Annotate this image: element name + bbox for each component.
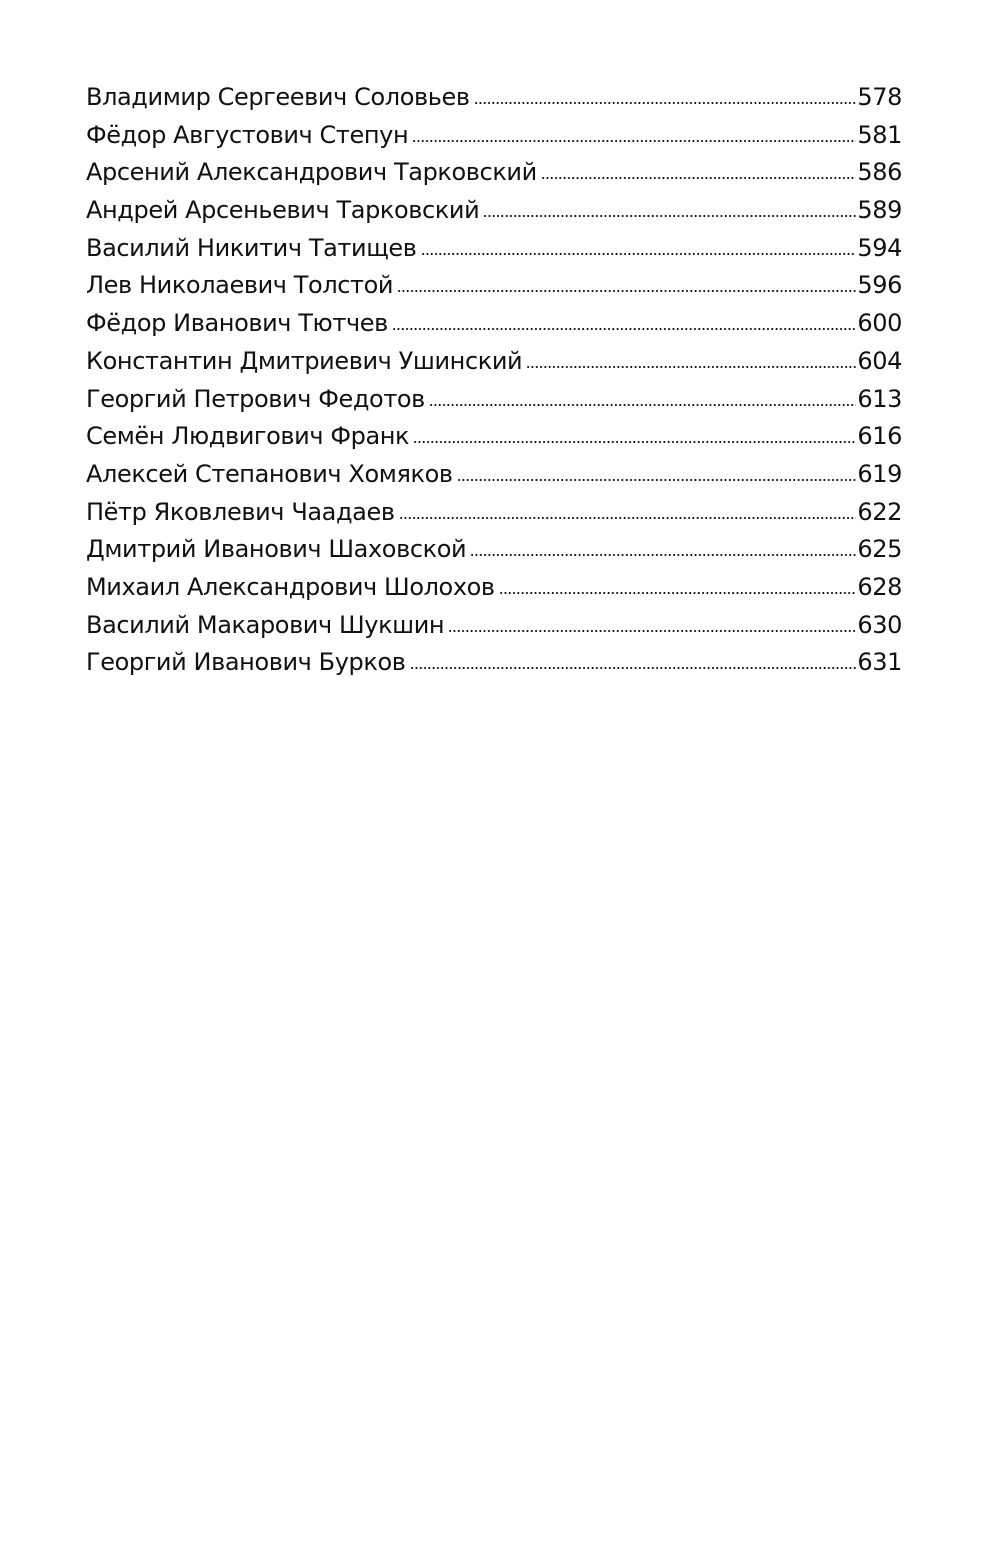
dot-leader bbox=[421, 253, 857, 255]
toc-entry-name: Михаил Александрович Шолохов bbox=[86, 572, 495, 601]
dot-leader bbox=[541, 177, 857, 179]
toc-entry-name: Фёдор Иванович Тютчев bbox=[86, 309, 388, 338]
toc-entry bbox=[86, 456, 902, 494]
toc-entry-name: Алексей Степанович Хомяков bbox=[86, 459, 453, 488]
toc-entry-name: Фёдор Августович Степун bbox=[86, 120, 409, 149]
toc-entry-page: 616 bbox=[857, 422, 902, 451]
dot-leader bbox=[399, 517, 857, 519]
toc-entry-page: 622 bbox=[857, 497, 902, 526]
toc-entry-page: 586 bbox=[857, 158, 902, 187]
toc-entry-name: Дмитрий Иванович Шаховской bbox=[86, 535, 467, 564]
toc-entry-page: 625 bbox=[857, 535, 902, 564]
toc-entry-name: Василий Никитич Татищев bbox=[86, 233, 417, 262]
toc-entry-name: Константин Дмитриевич Ушинский bbox=[86, 346, 523, 375]
toc-entry-page: 581 bbox=[857, 120, 902, 149]
dot-leader bbox=[457, 479, 857, 481]
toc-entry-page: 628 bbox=[857, 572, 902, 601]
toc-entry bbox=[86, 230, 902, 268]
toc-entry-name: Георгий Иванович Бурков bbox=[86, 648, 406, 677]
toc-entry bbox=[86, 305, 902, 343]
dot-leader bbox=[429, 404, 856, 406]
toc-entry-page: 619 bbox=[857, 459, 902, 488]
dot-leader bbox=[499, 592, 857, 594]
dot-leader bbox=[526, 366, 856, 368]
dot-leader bbox=[397, 290, 856, 292]
toc-entry-name: Василий Макарович Шукшин bbox=[86, 610, 445, 639]
dot-leader bbox=[483, 215, 856, 217]
toc-entry bbox=[86, 154, 902, 192]
toc-entry bbox=[86, 418, 902, 456]
toc-entry-name: Андрей Арсеньевич Тарковский bbox=[86, 196, 480, 225]
toc-entry bbox=[86, 117, 902, 155]
dot-leader bbox=[474, 102, 857, 104]
toc-entry-name: Пётр Яковлевич Чаадаев bbox=[86, 497, 395, 526]
toc-entry-name: Георгий Петрович Федотов bbox=[86, 384, 425, 413]
toc-entry bbox=[86, 494, 902, 532]
toc-entry-page: 630 bbox=[857, 610, 902, 639]
toc-entry-page: 594 bbox=[857, 233, 902, 262]
toc-entry-name: Арсений Александрович Тарковский bbox=[86, 158, 537, 187]
toc-entry-name: Владимир Сергеевич Соловьев bbox=[86, 83, 470, 111]
toc-entry-page: 589 bbox=[857, 196, 902, 225]
toc-entry bbox=[86, 607, 902, 645]
toc-entry-page: 578 bbox=[857, 83, 902, 111]
toc-entry bbox=[86, 644, 902, 682]
dot-leader bbox=[412, 140, 856, 142]
toc-entry-page: 631 bbox=[857, 648, 902, 677]
dot-leader bbox=[392, 328, 857, 330]
dot-leader bbox=[470, 554, 856, 556]
toc-entry bbox=[86, 343, 902, 381]
toc-entry bbox=[86, 531, 902, 569]
toc-entry bbox=[86, 267, 902, 305]
toc-entry-name: Лев Николаевич Толстой bbox=[86, 271, 394, 300]
toc-entry bbox=[86, 79, 902, 117]
dot-leader bbox=[413, 441, 856, 443]
table-of-contents bbox=[86, 79, 902, 682]
dot-leader bbox=[448, 630, 856, 632]
toc-entry bbox=[86, 569, 902, 607]
toc-entry-page: 600 bbox=[857, 309, 902, 338]
toc-entry bbox=[86, 192, 902, 230]
toc-entry-page: 596 bbox=[857, 271, 902, 300]
toc-entry-name: Семён Людвигович Франк bbox=[86, 422, 410, 451]
toc-entry-page: 604 bbox=[857, 346, 902, 375]
toc-entry bbox=[86, 381, 902, 419]
toc-entry-page: 613 bbox=[857, 384, 902, 413]
dot-leader bbox=[410, 667, 857, 669]
